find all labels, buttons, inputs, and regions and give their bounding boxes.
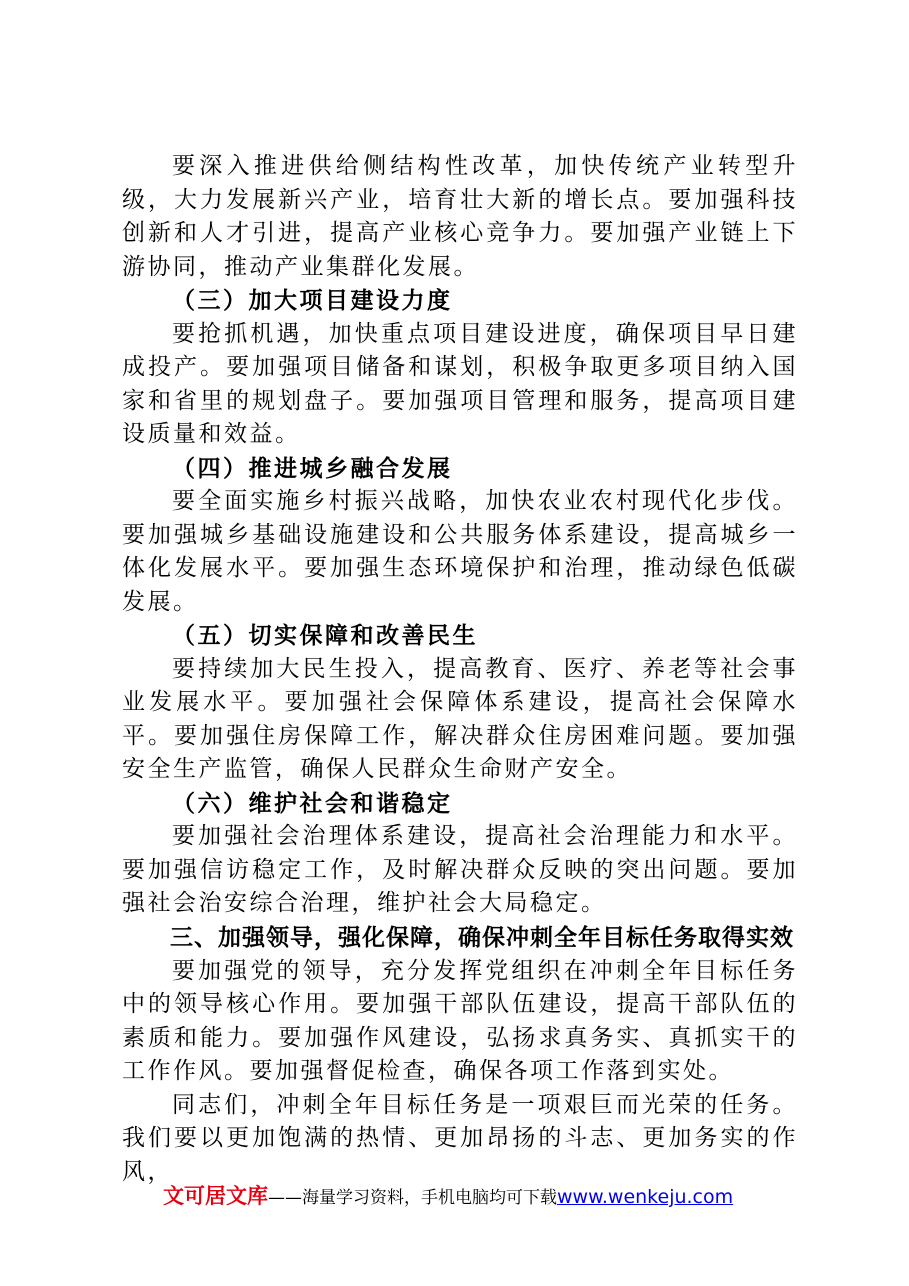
subsection-heading: （四）推进城乡融合发展: [172, 454, 453, 482]
subsection-heading: （五）切实保障和改善民生: [172, 622, 478, 649]
body-paragraph: 要抢抓机遇，加快重点项目建设进度，确保项目早日建成投产。要加强项目储备和谋划，积极争取更多项目纳入国家和省里的规划盘子。要加强项目管理和服务，提高项目建设质量和效益。: [122, 320, 798, 447]
body-paragraph: 要加强社会治理体系建设，提高社会治理能力和水平。要加强信访稳定工作，及时解决群众反映的突出问题。要加强社会治安综合治理，维护社会大局稳定。: [122, 823, 798, 916]
body-paragraph: 要全面实施乡村振兴战略，加快农业农村现代化步伐。要加强城乡基础设施建设和公共服务体系建设，提高城乡一体化发展水平。要加强生态环境保护和治理，推动绿色低碳发展。: [122, 488, 798, 615]
body-paragraph: 同志们，冲刺全年目标任务是一项艰巨而光荣的任务。我们要以更加饱满的热情、更加昂扬的斗志、更加务实的作风，: [122, 1091, 798, 1185]
body-paragraph: 要加强党的领导，充分发挥党组织在冲刺全年目标任务中的领导核心作用。要加强干部队伍建设，提高干部队伍的素质和能力。要加强作风建设，弘扬求真务实、真抓实干的工作作风。要加强督促检查，确保各项工作落到实处。: [122, 957, 798, 1084]
subsection-heading: （三）加大项目建设力度: [172, 287, 453, 314]
body-paragraph: 要深入推进供给侧结构性改革，加快传统产业转型升级，大力发展新兴产业，培育壮大新的增长点。要加强科技创新和人才引进，提高产业核心竞争力。要加强产业链上下游协同，推动产业集群化发展。: [122, 153, 798, 280]
section-heading: 三、加强领导，强化保障，确保冲刺全年目标任务取得实效: [170, 924, 794, 951]
document-body: [122, 150, 798, 1189]
footer-brand: 文可居文库: [163, 1184, 268, 1208]
body-paragraph: 要持续加大民生投入，提高教育、医疗、养老等社会事业发展水平。要加强社会保障体系建设，提高社会保障水平。要加强住房保障工作，解决群众住房困难问题。要加强安全生产监管，确保人民群众生命财产安全。: [122, 655, 798, 782]
footer-slogan: ——海量学习资料，手机电脑均可下载: [268, 1188, 557, 1208]
footer-link[interactable]: www.wenkeju.com: [557, 1186, 734, 1208]
subsection-heading: （六）维护社会和谐稳定: [172, 789, 453, 817]
footer-banner: [163, 1180, 783, 1210]
